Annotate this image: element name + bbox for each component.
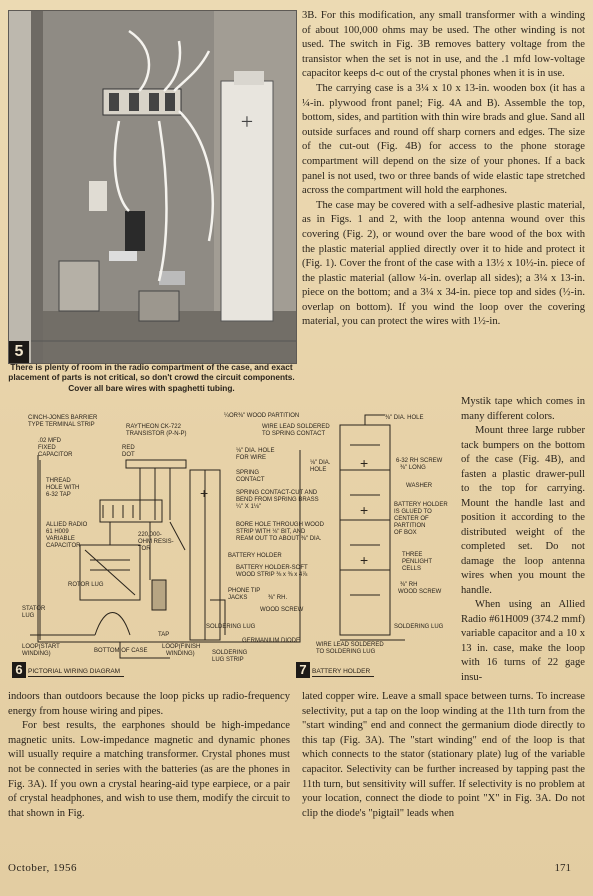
wiring-diagram: [10, 410, 458, 682]
paragraph: For best results, the earphones should be high-impedance magnetic units. Low-impedance magnetic and dynamic phones will usually require a matching transformer. Crystal phones must not be connected in series with the batteries (as are the phones in Fig. 3A). If you own a crystal hearing-aid type earpiece, or a pair of crystal headphones, and wish to use them, modify the circuit to that shown in Fig.: [8, 720, 290, 819]
label-wire-lead: WIRE LEAD SOLDERED: [262, 424, 330, 430]
label-rotor-lug: ROTOR LUG: [68, 582, 104, 588]
label-soldering-lug-strip: LUG STRIP: [212, 657, 244, 663]
label-wire-lead: TO SPRING CONTACT: [262, 431, 326, 437]
label-rh-wood-screw: ⅜" RH.: [268, 595, 288, 601]
label-battery-holder-soft: WOOD STRIP ⅜ x ⅜ x 4⅞: [236, 572, 308, 578]
right-column-text: [302, 9, 585, 330]
label-battery-holder: OF BOX: [394, 530, 417, 536]
paragraph: The case may be covered with a self-adhesive plastic material, as in Figs. 1 and 2, with the loop antenna wound over this covering (Fig. 2), or wound over the bare wood of the box with the plastic material applied directly over it to hide and protect it (Fig. 1). Cover the front of the case with a 13½ x 10½-in. piece of the plastic material (allow ¼-in. overlap all sides); a 3¼ x 13-in. piece on the bottom; and a 3¼ x 34-in. piece top and sides (½-in. overlap on bottom). If you wind the loop over the covering material, you can protect the wires with 1½-in.: [302, 199, 585, 328]
label-soldering-lug: SOLDERING LUG: [206, 624, 256, 630]
label-allied: 61 H009: [46, 529, 69, 535]
label-bore-hole: BORE HOLE THROUGH WOOD: [236, 522, 324, 528]
label-cap02: FIXED: [38, 445, 56, 451]
label-tap: TAP: [158, 632, 170, 638]
narrow-column-text: [461, 395, 585, 685]
label-screw: ⅜" LONG: [400, 465, 426, 471]
plus-mark: +: [360, 552, 369, 568]
paragraph: Mount three large rubber tack bumpers on the bottom of the case (Fig. 4B), and fasten a plastic drawer-pull to the top for carrying. Mount the handle last and position it according to the distributed weight of the completed set. Do not damage the loop antenna wires when you mount the handle.: [461, 425, 585, 596]
label-allied: CAPACITOR: [46, 543, 81, 549]
label-allied: VARIABLE: [46, 536, 75, 542]
figure-5-number: 5: [9, 341, 29, 363]
label-battery-holder: CENTER OF: [394, 516, 429, 522]
label-cap02: CAPACITOR: [38, 452, 73, 458]
label-stator-lug: LUG: [22, 613, 35, 619]
label-soldering-lug-strip: SOLDERING: [212, 650, 248, 656]
label-wire-lead-soldered: WIRE LEAD SOLDERED: [316, 642, 384, 648]
label-penlight-cells: CELLS: [402, 566, 422, 572]
label-cap02: .02 MFD: [38, 438, 62, 444]
label-thread: HOLE WITH: [46, 485, 80, 491]
radio-compartment-photo: [9, 11, 296, 363]
page-number: 171: [554, 862, 571, 874]
figure-6-number: 6: [12, 662, 26, 678]
label-screw: 6-32 RH SCREW: [396, 458, 443, 464]
label-phone-tip: JACKS: [228, 595, 248, 601]
label-resistor: 220,000-: [138, 532, 162, 538]
label-loop-finish: LOOP(FINISH: [162, 644, 201, 650]
label-dia-hole: ⅜" DIA. HOLE: [385, 415, 424, 421]
label-hole: HOLE: [310, 467, 327, 473]
svg-text:+: +: [240, 109, 254, 134]
label-spring-cut: BEND FROM SPRING BRASS: [236, 497, 319, 503]
label-allied: ALLIED RADIO: [46, 522, 88, 528]
label-spring: SPRING: [236, 470, 260, 476]
label-bottom-of-case: BOTTOM OF CASE: [94, 648, 148, 654]
label-washer: WASHER: [406, 483, 433, 489]
plus-mark: +: [200, 485, 209, 501]
label-hole: FOR WIRE: [236, 455, 266, 461]
label-cinch: CINCH-JONES BARRIER: [28, 415, 98, 421]
label-penlight-cells: THREE: [402, 552, 423, 558]
label-red-dot: RED: [122, 445, 135, 451]
label-resistor: OHM RESIS-: [138, 539, 174, 545]
label-spring: CONTACT: [236, 477, 265, 483]
label-battery-holder: PARTITION: [394, 523, 426, 529]
label-spring-cut: ¼" X 1⅛": [236, 504, 261, 510]
label-hole: ⅛" DIA.: [310, 460, 331, 466]
paragraph: The carrying case is a 3¼ x 10 x 13-in. wooden box (it has a ¼-in. plywood front panel; Fig. 4A and B). Assemble the top, bottom, sides, and partition with thin wire brads and glue. Sand all outside surfaces and round off sharp corners and edges. The size of the cut-out (Fig. 4B) for access to the phone storage compartment will depend on the size of your phones. If a back panel is not used, two or three bands of wide elastic tape stretched across the compartment will hold the earphones.: [302, 82, 585, 197]
label-bore-hole: REAM OUT TO ABOUT ⅜" DIA.: [236, 536, 322, 542]
label-thread: 6-32 TAP: [46, 492, 71, 498]
label-battery-holder-soft: BATTERY HOLDER-SOFT: [236, 565, 308, 571]
issue-date: October, 1956: [8, 862, 77, 874]
figure-7-number: 7: [296, 662, 310, 678]
label-resistor: TOR: [138, 546, 151, 552]
figure-5-photo: [8, 10, 297, 364]
bottom-right-text: [302, 690, 585, 821]
plus-mark: +: [360, 502, 369, 518]
label-phone-tip: PHONE TIP: [228, 588, 261, 594]
label-battery-holder: BATTERY HOLDER: [228, 553, 282, 559]
label-raytheon: RAYTHEON CK-722: [126, 424, 181, 430]
label-rh-screw: ⅜" RH: [400, 582, 418, 588]
figure-6-caption: PICTORIAL WIRING DIAGRAM: [28, 668, 124, 677]
bottom-left-text: [8, 690, 290, 821]
label-rh-wood-screw: WOOD SCREW: [260, 607, 304, 613]
label-loop-finish: WINDING): [166, 651, 195, 657]
label-partition: ¼OR⅜" WOOD PARTITION: [224, 413, 300, 419]
figure-7-caption: BATTERY HOLDER: [312, 668, 374, 677]
label-battery-holder: IS GLUED TO: [394, 509, 432, 515]
paragraph: When using an Allied Radio #61H009 (374.2 mmf) variable capacitor and a 10 x 13 in. case, make the loop with 16 turns of 22 gage insu-: [461, 599, 585, 683]
label-red-dot: DOT: [122, 452, 135, 458]
label-thread: THREAD: [46, 478, 71, 484]
label-loop-start: WINDING): [22, 651, 51, 657]
label-battery-holder: BATTERY HOLDER: [394, 502, 448, 508]
label-penlight-cells: PENLIGHT: [402, 559, 433, 565]
paragraph: indoors than outdoors because the loop picks up radio-frequency energy from house wiring and pipes.: [8, 691, 290, 717]
label-germanium-diode: GERMANIUM DIODE: [242, 638, 301, 644]
label-wire-lead-soldered: TO SOLDERING LUG: [316, 649, 376, 655]
label-hole: ⅛" DIA. HOLE: [236, 448, 275, 454]
label-rh-screw: WOOD SCREW: [398, 589, 442, 595]
label-spring-cut: SPRING CONTACT-CUT AND: [236, 490, 318, 496]
plus-mark: +: [360, 455, 369, 471]
figure-5-caption: There is plenty of room in the radio compartment of the case, and exact placement of parts is not critical, so don't crowd the circuit components. Cover all bare wires with spaghetti tubing.: [8, 362, 295, 393]
paragraph: Mystik tape which comes in many different colors.: [461, 396, 585, 422]
label-raytheon: TRANSISTOR (P-N-P): [126, 431, 187, 437]
paragraph: 3B. For this modification, any small transformer with a winding of about 100,000 ohms may be used. The other winding is not used. The switch in Fig. 3B removes battery voltage from the transistor when the set is not in use, and the .1 mfd low-voltage capacitor keeps d-c out of the crystal phones when it is in use.: [302, 10, 585, 80]
label-loop-start: LOOP(START: [22, 644, 60, 650]
label-stator-lug: STATOR: [22, 606, 46, 612]
label-cinch: TYPE TERMINAL STRIP: [28, 422, 95, 428]
label-bore-hole: STRIP WITH ⅛" BIT, AND: [236, 529, 306, 535]
label-soldering-lug: SOLDERING LUG: [394, 624, 444, 630]
paragraph: lated copper wire. Leave a small space between turns. To increase selectivity, put a tap on the loop winding at the 11th turn from the "start winding" end and connect the germanium diode directly to this tap (Fig. 3A). The "start winding" end of the loop is that which connects to the stator (stationary plate) lug of the variable capacitor. Selectivity can be further increased by tapping past the 11th turn, but sensitivity will suffer. If selectivity is no problem at your location, connect the diode to point "X" in Fig. 3A. Do not clip the diode's "pigtail" leads when: [302, 691, 585, 819]
